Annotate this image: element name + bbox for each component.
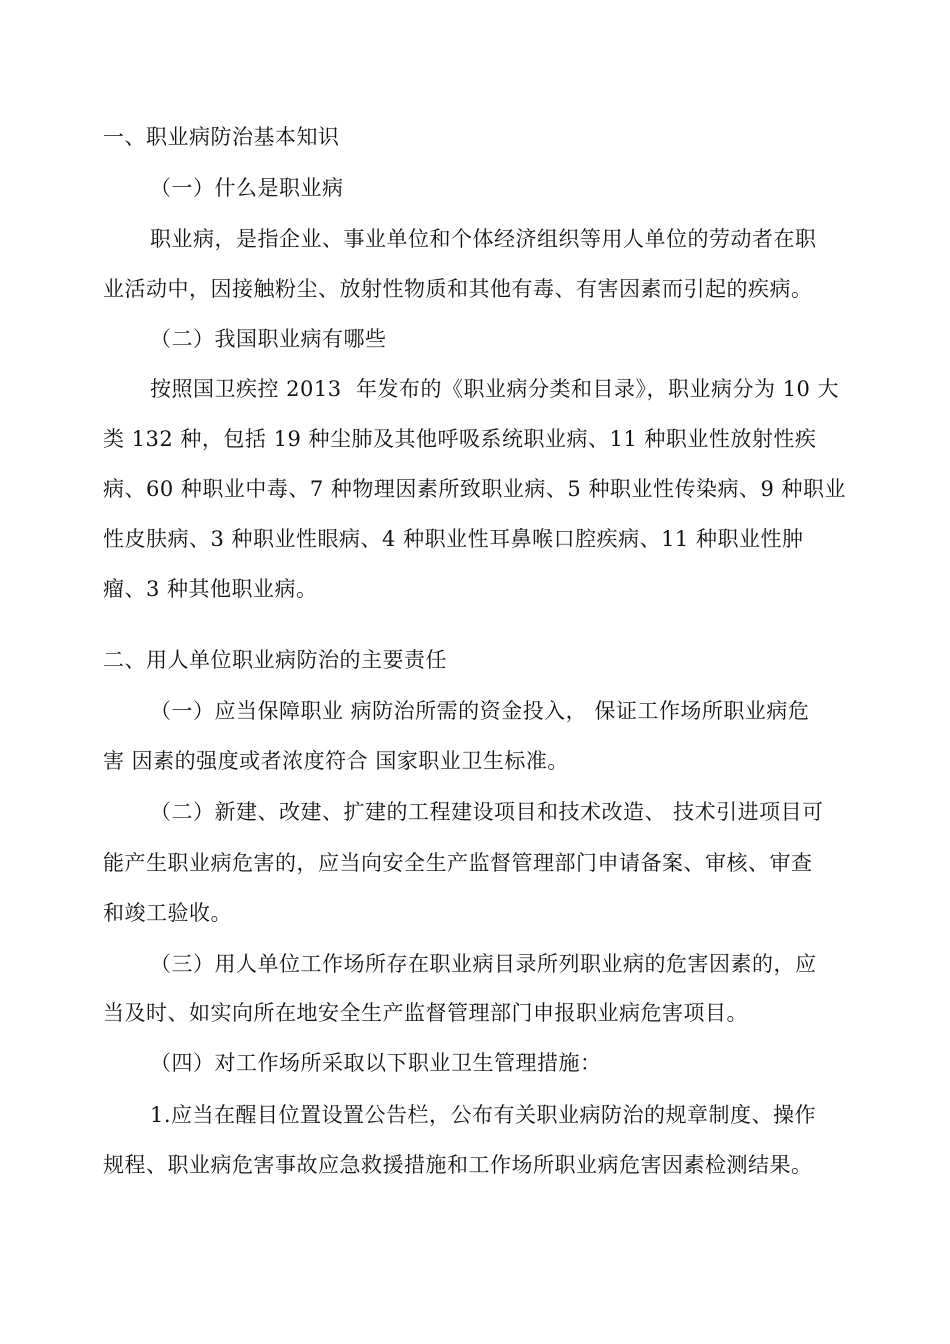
paragraph-line: 害 因素的强度或者浓度符合 国家职业卫生标准。 <box>103 749 569 773</box>
paragraph-line: （二）新建、改建、扩建的工程建设项目和技术改造、 技术引进项目可 <box>150 800 824 824</box>
paragraph-line: 职业病，是指企业、事业单位和个体经济组织等用人单位的劳动者在职 <box>150 227 817 251</box>
paragraph-line: 按照国卫疾控 2013 年发布的《职业病分类和目录》，职业病分为 10 大 <box>150 377 840 401</box>
paragraph-line: 和竣工验收。 <box>103 901 232 925</box>
paragraph-line: 规程、职业病危害事故应急救援措施和工作场所职业病危害因素检测结果。 <box>103 1153 813 1177</box>
paragraph-line: （三）用人单位工作场所存在职业病目录所列职业病的危害因素的，应 <box>150 952 817 976</box>
paragraph-line: （一）应当保障职业 病防治所需的资金投入， 保证工作场所职业病危 <box>150 699 810 723</box>
subsection-heading-1-2: （二）我国职业病有哪些 <box>150 327 387 351</box>
paragraph-line: 当及时、如实向所在地安全生产监督管理部门申报职业病危害项目。 <box>103 1001 748 1025</box>
paragraph-line: 能产生职业病危害的，应当向安全生产监督管理部门申请备案、审核、审查 <box>103 851 813 875</box>
subsection-heading-1-1: （一）什么是职业病 <box>150 176 344 200</box>
paragraph-line: 类 132 种，包括 19 种尘肺及其他呼吸系统职业病、11 种职业性放射性疾 <box>103 427 817 451</box>
paragraph-line: 业活动中，因接触粉尘、放射性物质和其他有毒、有害因素而引起的疾病。 <box>103 277 813 301</box>
paragraph-line: 1.应当在醒目位置设置公告栏，公布有关职业病防治的规章制度、操作 <box>150 1103 817 1127</box>
paragraph-line: 性皮肤病、3 种职业性眼病、4 种职业性耳鼻喉口腔疾病、11 种职业性肿 <box>103 527 804 551</box>
paragraph-line: 病、60 种职业中毒、7 种物理因素所致职业病、5 种职业性传染病、9 种职业 <box>103 477 847 501</box>
section-heading-1: 一、职业病防治基本知识 <box>103 125 340 149</box>
paragraph-line: 瘤、3 种其他职业病。 <box>103 577 318 601</box>
paragraph-line: （四）对工作场所采取以下职业卫生管理措施： <box>150 1051 602 1075</box>
section-heading-2: 二、用人单位职业病防治的主要责任 <box>103 648 447 672</box>
